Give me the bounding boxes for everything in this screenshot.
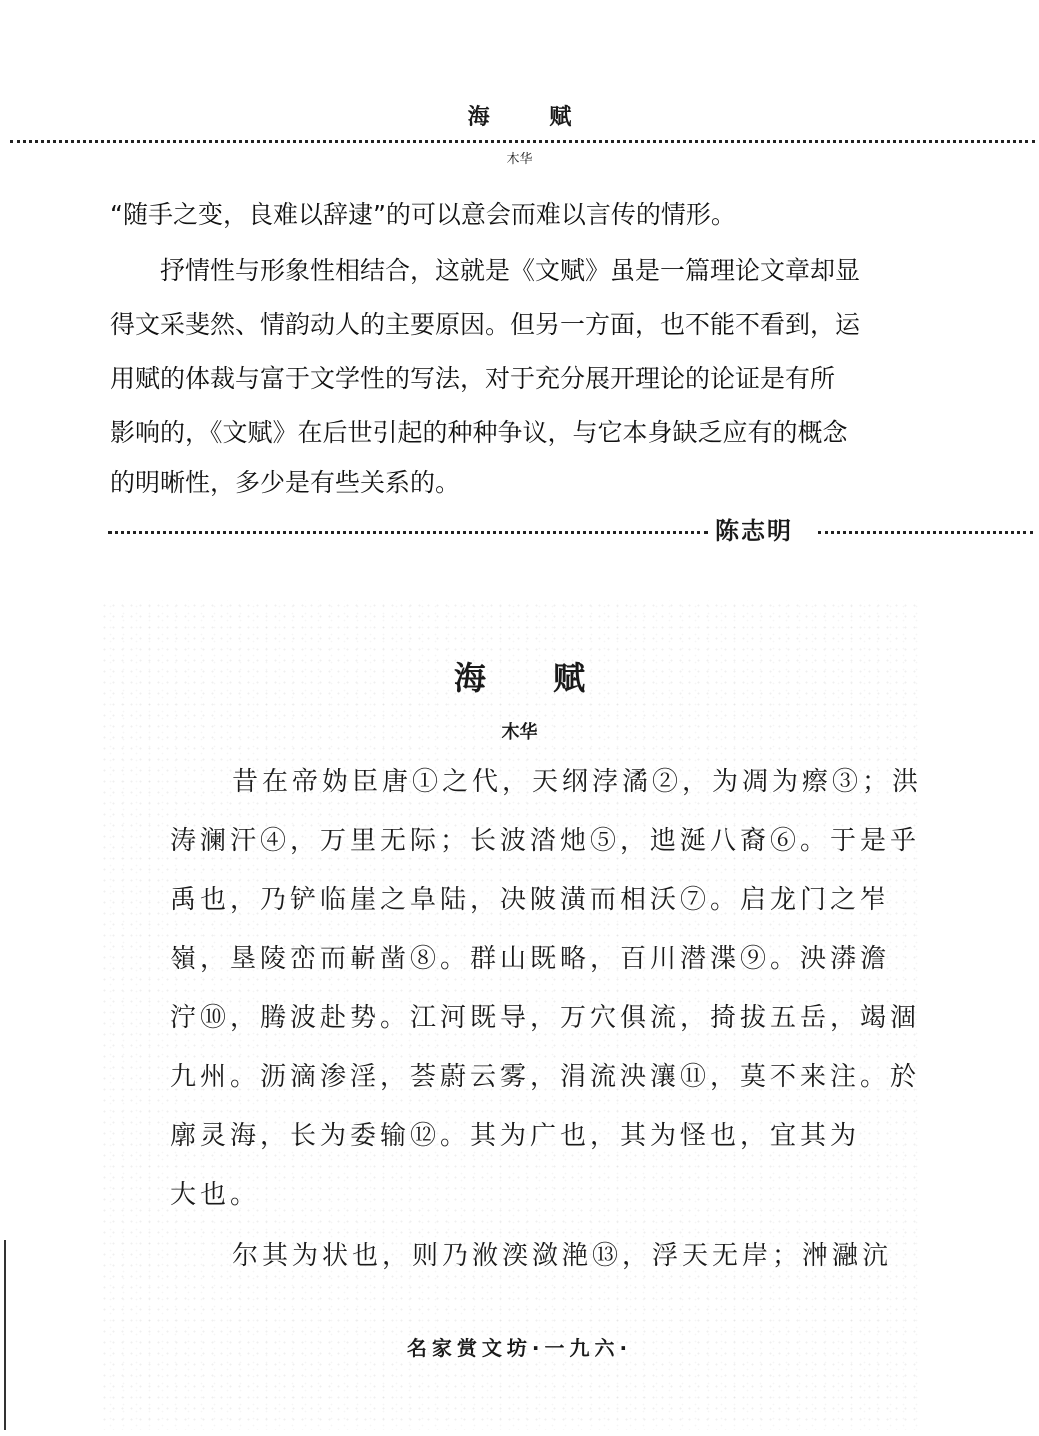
essay-line: 嶺，垦陵峦而嶄凿⑧。群山既略，百川潜渫⑨。泱漭澹 <box>170 944 891 974</box>
prev-line: 的明晰性，多少是有些关系的。 <box>110 468 461 497</box>
running-header-author: 木华 <box>506 152 533 167</box>
prev-line: “随手之变，良难以辞逮”的可以意会而难以言传的情形。 <box>110 200 736 229</box>
prev-line: 用赋的体裁与富于文学性的写法，对于充分展开理论的论证是有所 <box>110 364 836 393</box>
essay-line: 禹也，乃铲临崖之阜陆，决陂潢而相沃⑦。启龙门之岝 <box>170 885 891 915</box>
essay-line: 涛澜汗④，万里无际；长波涾灺⑤，迆涎八裔⑥。于是乎 <box>170 826 921 856</box>
essay-author: 木华 <box>501 722 538 743</box>
essay-line: 大也。 <box>170 1180 261 1210</box>
page-footer: 名家赏文坊·一九六· <box>406 1336 633 1360</box>
essay-line: 九州。沥滴渗淫，荟蔚云雾，涓流泱瀼⑪，莫不来注。於 <box>170 1062 921 1092</box>
essay-line: 尔其为状也，则乃浟湙潋滟⑬，浮天无岸；浺瀜沆 <box>232 1241 893 1271</box>
prev-line: 得文采斐然、情韵动人的主要原因。但另一方面，也不能不看到，运 <box>110 310 861 339</box>
prev-line: 影响的，《文赋》在后世引起的种种争议，与它本身缺乏应有的概念 <box>110 418 848 447</box>
signoff-author: 陈志明 <box>715 517 793 545</box>
signoff-dotted-rule-left <box>108 531 708 534</box>
header-dotted-rule <box>10 140 1035 143</box>
essay-line: 廓灵海，长为委输⑫。其为广也，其为怪也，宜其为 <box>170 1121 861 1151</box>
essay-title: 海 赋 <box>453 659 614 697</box>
signoff-dotted-rule-right <box>818 531 1033 534</box>
running-header-title: 海 赋 <box>467 105 598 130</box>
prev-line: 抒情性与形象性相结合，这就是《文赋》虽是一篇理论文章却显 <box>160 256 861 285</box>
essay-line: 泞⑩，腾波赴势。江河既导，万穴俱流，掎拔五岳，竭涸 <box>170 1003 921 1033</box>
essay-line: 昔在帝妫臣唐①之代，天纲浡潏②，为凋为瘵③；洪 <box>232 767 923 797</box>
